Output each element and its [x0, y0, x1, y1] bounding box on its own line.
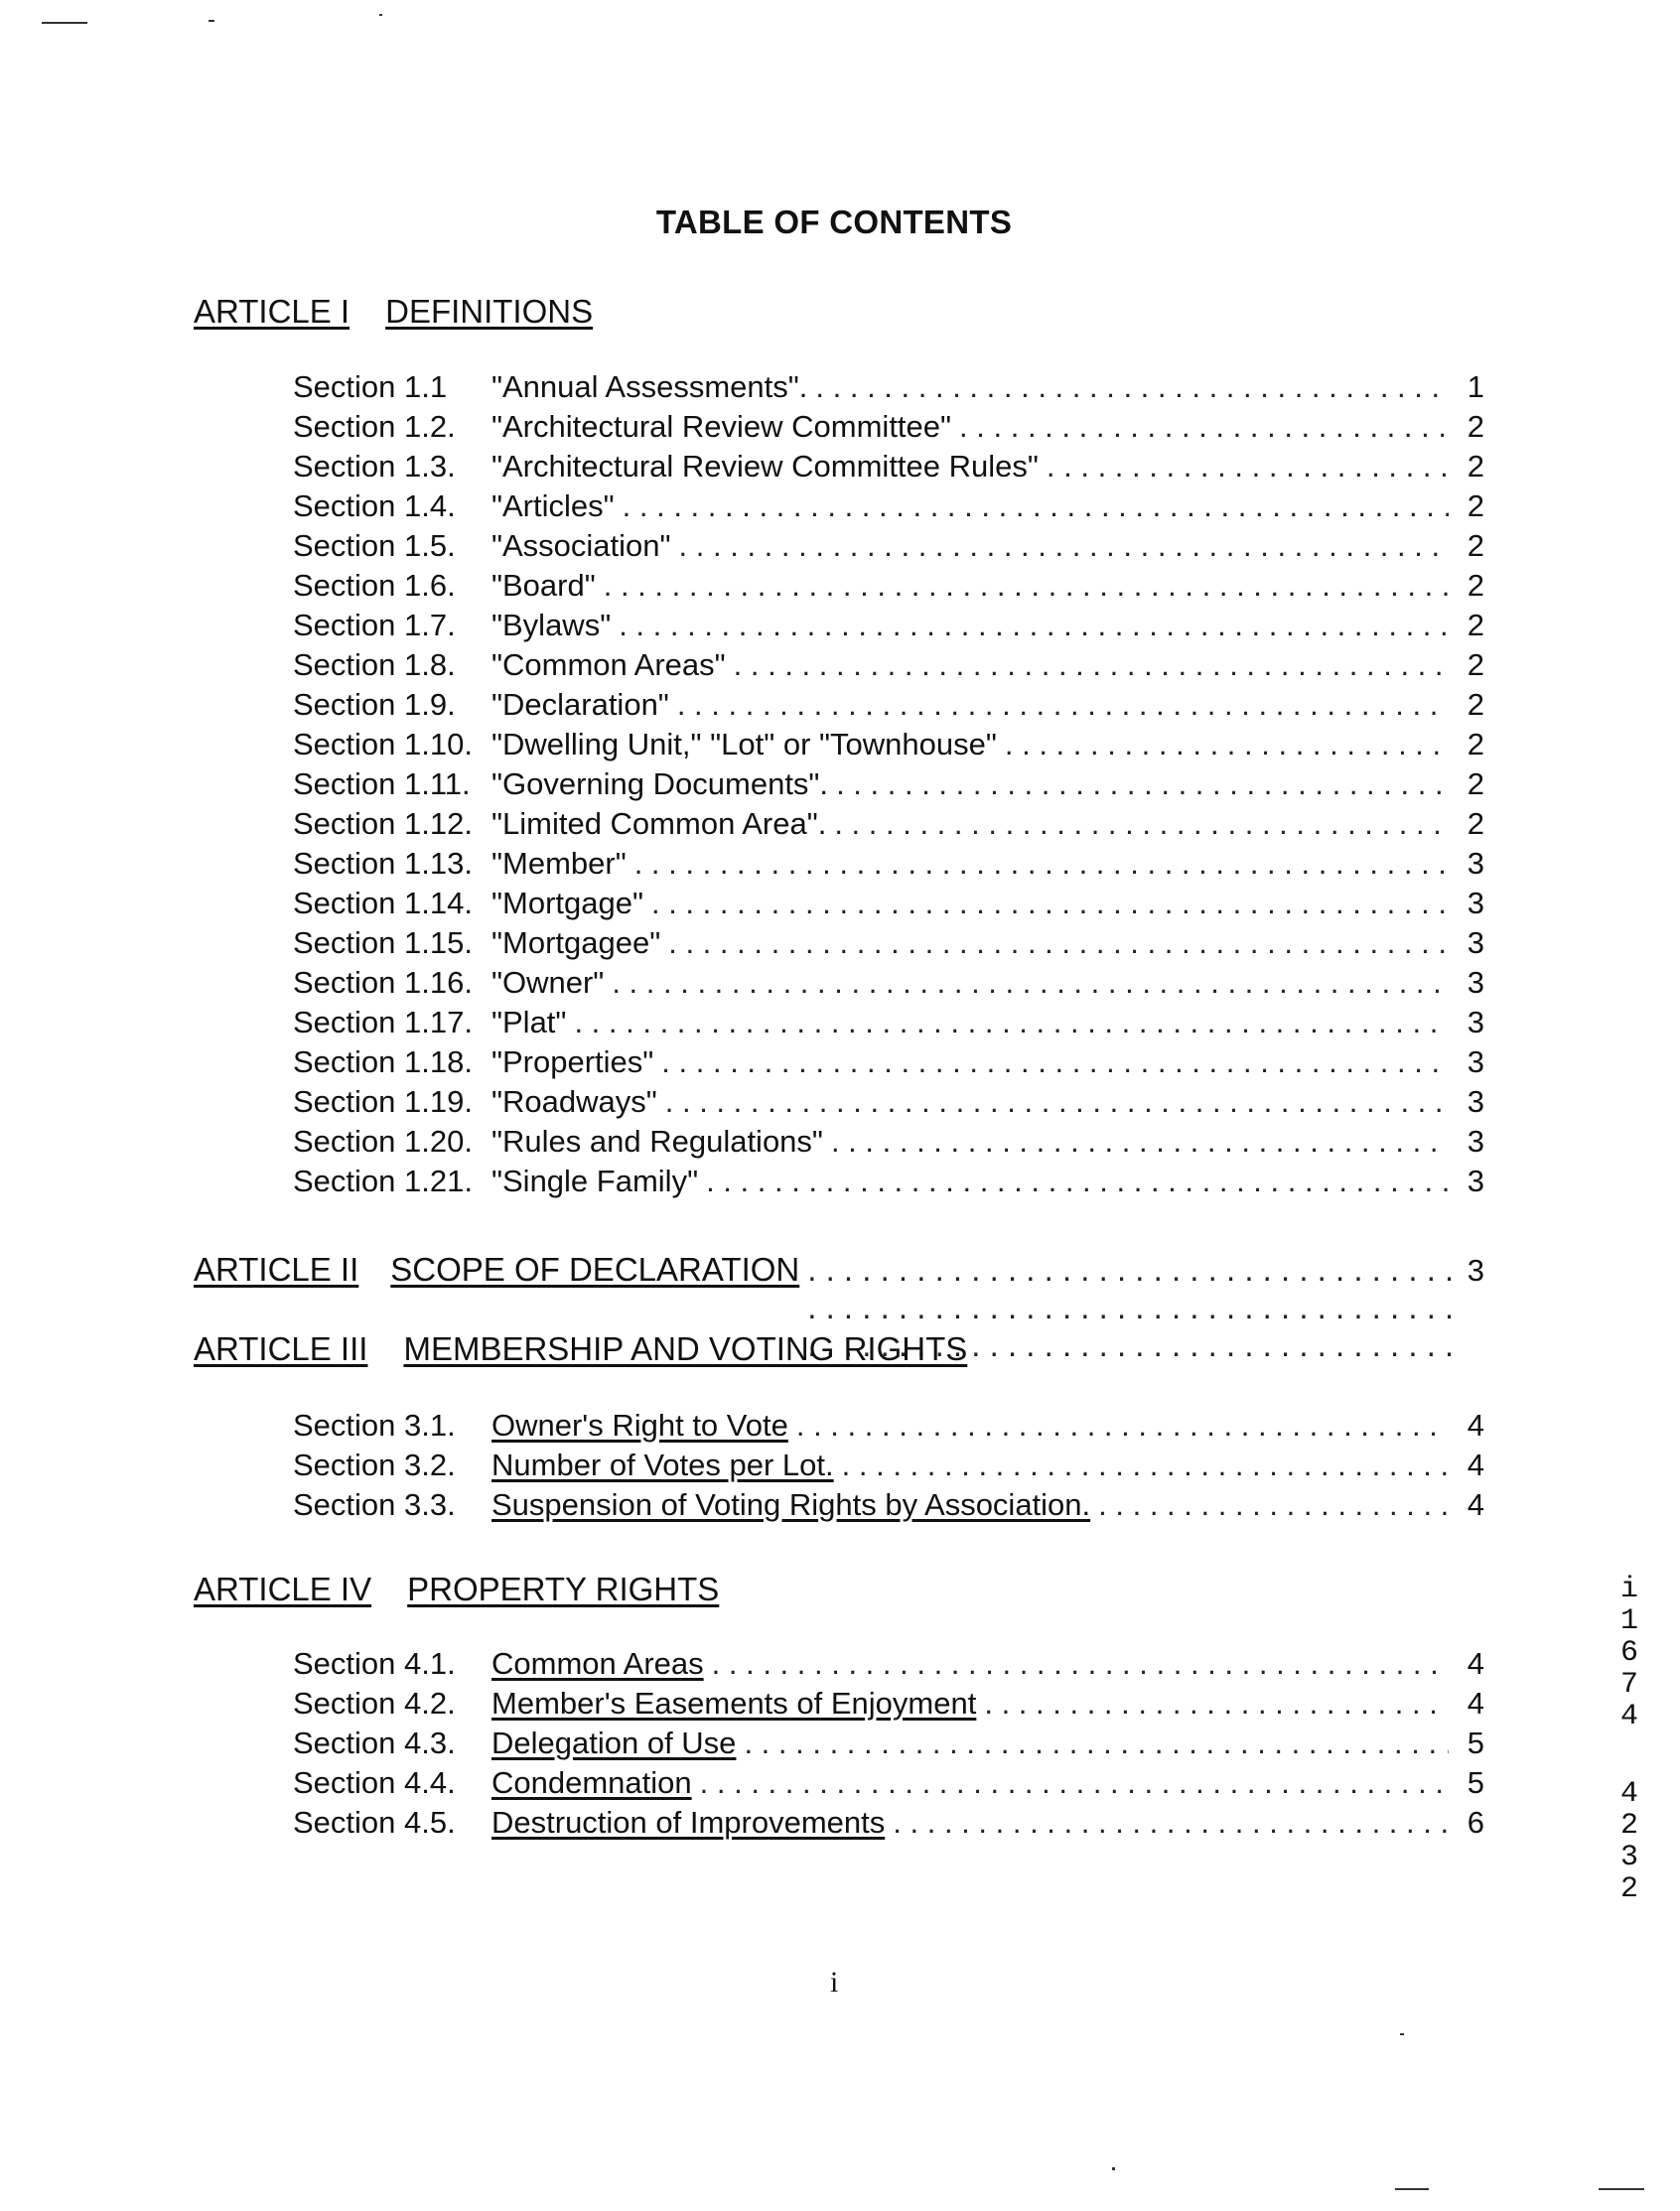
- section-number: Section 1.10.: [293, 727, 473, 761]
- stamp-digit: i: [1619, 1573, 1638, 1606]
- dot-leader: [796, 1408, 1449, 1444]
- section-number: Section 1.21.: [293, 1164, 473, 1198]
- section-title: "Governing Documents".: [491, 766, 829, 801]
- section-number: Section 1.8.: [293, 647, 456, 682]
- section-title: Suspension of Voting Rights by Association.: [491, 1487, 1091, 1522]
- section-page: 4: [1467, 1448, 1484, 1482]
- section-page: 2: [1467, 687, 1484, 722]
- scan-mark: [42, 22, 87, 24]
- toc-entry: [293, 965, 1484, 1005]
- article-page: 3: [1467, 1253, 1484, 1288]
- section-title: "Rules and Regulations": [491, 1124, 823, 1159]
- section-number: Section 3.1.: [293, 1408, 456, 1443]
- dot-leader: [677, 687, 1449, 723]
- toc-entry: [293, 766, 1484, 806]
- dot-leader: [665, 1084, 1449, 1120]
- section-title: "Mortgage": [491, 886, 643, 920]
- section-title: Owner's Right to Vote: [491, 1408, 788, 1443]
- section-title: Number of Votes per Lot.: [491, 1448, 834, 1482]
- toc-entry: [293, 846, 1484, 886]
- section-number: Section 4.2.: [293, 1686, 456, 1721]
- section-page: 1: [1467, 369, 1484, 404]
- dot-leader: [984, 1686, 1449, 1722]
- section-page: 4: [1467, 1646, 1484, 1681]
- section-number: Section 4.1.: [293, 1646, 456, 1681]
- dot-leader: [836, 766, 1449, 802]
- section-number: Section 3.2.: [293, 1448, 456, 1482]
- section-number: Section 1.3.: [293, 449, 456, 484]
- scan-mark: [1395, 2188, 1429, 2190]
- section-page: 3: [1467, 846, 1484, 881]
- section-title: "Roadways": [491, 1084, 657, 1119]
- dot-leader: [634, 846, 1449, 882]
- section-page: 4: [1467, 1408, 1484, 1443]
- section-number: Section 1.19.: [293, 1084, 473, 1119]
- section-page: 3: [1467, 1124, 1484, 1159]
- dot-leader: [604, 568, 1449, 604]
- dot-leader: [1047, 449, 1449, 484]
- section-page: 4: [1467, 1686, 1484, 1721]
- toc-entry: [293, 925, 1484, 965]
- section-list: [293, 1646, 1484, 1845]
- article-heading: [194, 1571, 719, 1608]
- section-number: Section 1.15.: [293, 925, 473, 960]
- dot-leader: [700, 1765, 1449, 1801]
- article-heading: [194, 293, 593, 331]
- article-number: ARTICLE III: [194, 1330, 368, 1367]
- section-number: Section 1.1: [293, 369, 448, 404]
- section-number: Section 1.9.: [293, 687, 456, 722]
- section-number: Section 1.11.: [293, 766, 471, 801]
- dot-leader: [842, 1448, 1449, 1483]
- toc-entry: [293, 409, 1484, 449]
- section-title: "Plat": [491, 1005, 567, 1039]
- section-title: "Single Family": [491, 1164, 699, 1198]
- section-number: Section 4.3.: [293, 1726, 456, 1760]
- section-number: Section 4.4.: [293, 1765, 456, 1800]
- section-title: "Architectural Review Committee": [491, 409, 952, 444]
- section-number: Section 1.6.: [293, 568, 456, 603]
- section-title: "Mortgagee": [491, 925, 661, 960]
- section-title: Member's Easements of Enjoyment: [491, 1686, 977, 1721]
- section-title: "Articles": [491, 488, 615, 523]
- margin-stamp: [1612, 1574, 1646, 1905]
- section-title: "Dwelling Unit," "Lot" or "Townhouse": [491, 727, 997, 761]
- section-title: Common Areas: [491, 1646, 704, 1681]
- dot-leader: [661, 1044, 1449, 1080]
- section-title: Destruction of Improvements: [491, 1805, 886, 1840]
- section-number: Section 1.17.: [293, 1005, 473, 1039]
- section-title: Delegation of Use: [491, 1726, 737, 1760]
- article-name: SCOPE OF DECLARATION: [390, 1251, 800, 1288]
- dot-leader: [668, 925, 1449, 961]
- section-page: 2: [1467, 488, 1484, 523]
- section-title: "Owner": [491, 965, 605, 1000]
- scan-mark: [1112, 2167, 1115, 2170]
- toc-entry: [293, 1124, 1484, 1164]
- section-page: 5: [1467, 1765, 1484, 1800]
- section-page: 6: [1467, 1805, 1484, 1840]
- article-heading: [194, 1330, 967, 1368]
- dot-leader: [623, 488, 1449, 524]
- article-name: MEMBERSHIP AND VOTING RIGHTS: [403, 1330, 968, 1367]
- article-number: ARTICLE IV: [194, 1571, 372, 1607]
- dot-leader: [831, 1124, 1449, 1160]
- section-page: 3: [1467, 965, 1484, 1000]
- section-title: "Annual Assessments".: [491, 369, 808, 404]
- section-number: Section 1.12.: [293, 806, 473, 841]
- section-page: 3: [1467, 886, 1484, 920]
- page-number: i: [830, 1966, 839, 1999]
- section-page: 2: [1467, 647, 1484, 682]
- stamp-digit: 6: [1619, 1636, 1638, 1670]
- toc-entry: [293, 568, 1484, 608]
- dot-leader: [744, 1726, 1449, 1761]
- stamp-digit: 3: [1619, 1841, 1638, 1874]
- toc-entry: [293, 1044, 1484, 1084]
- section-number: Section 1.16.: [293, 965, 473, 1000]
- section-page: 2: [1467, 766, 1484, 801]
- toc-entry: [293, 1487, 1484, 1527]
- section-title: "Limited Common Area".: [491, 806, 827, 841]
- toc-entry: [293, 528, 1484, 568]
- section-title: "Bylaws": [491, 608, 612, 642]
- dot-leader: [815, 369, 1449, 405]
- dot-leader: [574, 1005, 1449, 1040]
- stamp-gap: [1612, 1732, 1646, 1778]
- scan-mark: [209, 20, 214, 22]
- article-name: PROPERTY RIGHTS: [407, 1571, 720, 1607]
- section-title: "Board": [491, 568, 596, 603]
- section-page: 5: [1467, 1726, 1484, 1760]
- toc-entry: [293, 806, 1484, 846]
- article-number: ARTICLE II: [194, 1251, 359, 1288]
- toc-entry: [293, 369, 1484, 409]
- toc-entry: [293, 1408, 1484, 1448]
- section-number: Section 1.13.: [293, 846, 473, 881]
- section-page: 3: [1467, 1164, 1484, 1198]
- toc-entry: [293, 1805, 1484, 1845]
- dot-leader: [651, 886, 1449, 921]
- section-page: 3: [1467, 1005, 1484, 1039]
- section-number: Section 3.3.: [293, 1487, 456, 1522]
- section-title: "Association": [491, 528, 671, 563]
- toc-entry: [293, 1005, 1484, 1044]
- section-title: "Architectural Review Committee Rules": [491, 449, 1039, 484]
- dot-leader: [706, 1164, 1449, 1199]
- section-page: 2: [1467, 568, 1484, 603]
- section-title: "Common Areas": [491, 647, 726, 682]
- section-page: 2: [1467, 608, 1484, 642]
- section-number: Section 1.18.: [293, 1044, 473, 1079]
- section-page: 3: [1467, 925, 1484, 960]
- toc-entry: [293, 488, 1484, 528]
- section-page: 2: [1467, 409, 1484, 444]
- toc-entry: [293, 1726, 1484, 1765]
- toc-entry: [293, 1646, 1484, 1686]
- toc-entry: [293, 1164, 1484, 1203]
- section-title: Condemnation: [491, 1765, 692, 1800]
- section-number: Section 1.20.: [293, 1124, 473, 1159]
- section-page: 2: [1467, 806, 1484, 841]
- section-page: 3: [1467, 1084, 1484, 1119]
- stamp-digit: 7: [1619, 1668, 1638, 1702]
- section-page: 2: [1467, 449, 1484, 484]
- toc-entry: [293, 608, 1484, 647]
- section-number: Section 1.14.: [293, 886, 473, 920]
- stamp-digit: 2: [1619, 1809, 1638, 1843]
- dot-leader: [612, 965, 1449, 1001]
- toc-entry: [293, 727, 1484, 766]
- section-page: 2: [1467, 528, 1484, 563]
- toc-entry: [293, 647, 1484, 687]
- dot-leader: [959, 409, 1449, 445]
- article-name: DEFINITIONS: [385, 293, 594, 330]
- page-title: TABLE OF CONTENTS: [655, 204, 1013, 240]
- section-number: Section 1.4.: [293, 488, 456, 523]
- scan-mark: [1400, 2033, 1404, 2035]
- section-title: "Member": [491, 846, 627, 881]
- dot-leader: [712, 1646, 1449, 1682]
- dot-leader: [893, 1805, 1449, 1841]
- scan-mark: [1599, 2188, 1644, 2190]
- toc-entry: [293, 1686, 1484, 1726]
- stamp-digit: 4: [1619, 1700, 1638, 1733]
- article-number: ARTICLE I: [194, 293, 350, 330]
- toc-entry: [293, 1084, 1484, 1124]
- section-title: "Properties": [491, 1044, 654, 1079]
- section-list: [293, 1408, 1484, 1527]
- stamp-digit: 1: [1619, 1604, 1638, 1638]
- toc-entry: [293, 449, 1484, 488]
- section-number: Section 4.5.: [293, 1805, 456, 1840]
- toc-entry: [293, 1448, 1484, 1487]
- section-number: Section 1.5.: [293, 528, 456, 563]
- dot-leader: [1005, 727, 1449, 762]
- dot-leader: [834, 806, 1449, 842]
- toc-entry: [293, 687, 1484, 727]
- scan-mark: [379, 14, 382, 16]
- stamp-digit: 4: [1619, 1777, 1638, 1811]
- dot-leader: [734, 647, 1449, 683]
- dot-leader: [679, 528, 1449, 564]
- toc-entry: [293, 886, 1484, 925]
- section-number: Section 1.2.: [293, 409, 456, 444]
- dot-leader: [619, 608, 1449, 643]
- section-page: 3: [1467, 1044, 1484, 1079]
- dot-leader: [1098, 1487, 1449, 1523]
- section-title: "Declaration": [491, 687, 669, 722]
- section-page: 4: [1467, 1487, 1484, 1522]
- section-number: Section 1.7.: [293, 608, 456, 642]
- section-list: [293, 369, 1484, 1203]
- stamp-digit: 2: [1619, 1872, 1638, 1906]
- toc-entry: [293, 1765, 1484, 1805]
- section-page: 2: [1467, 727, 1484, 761]
